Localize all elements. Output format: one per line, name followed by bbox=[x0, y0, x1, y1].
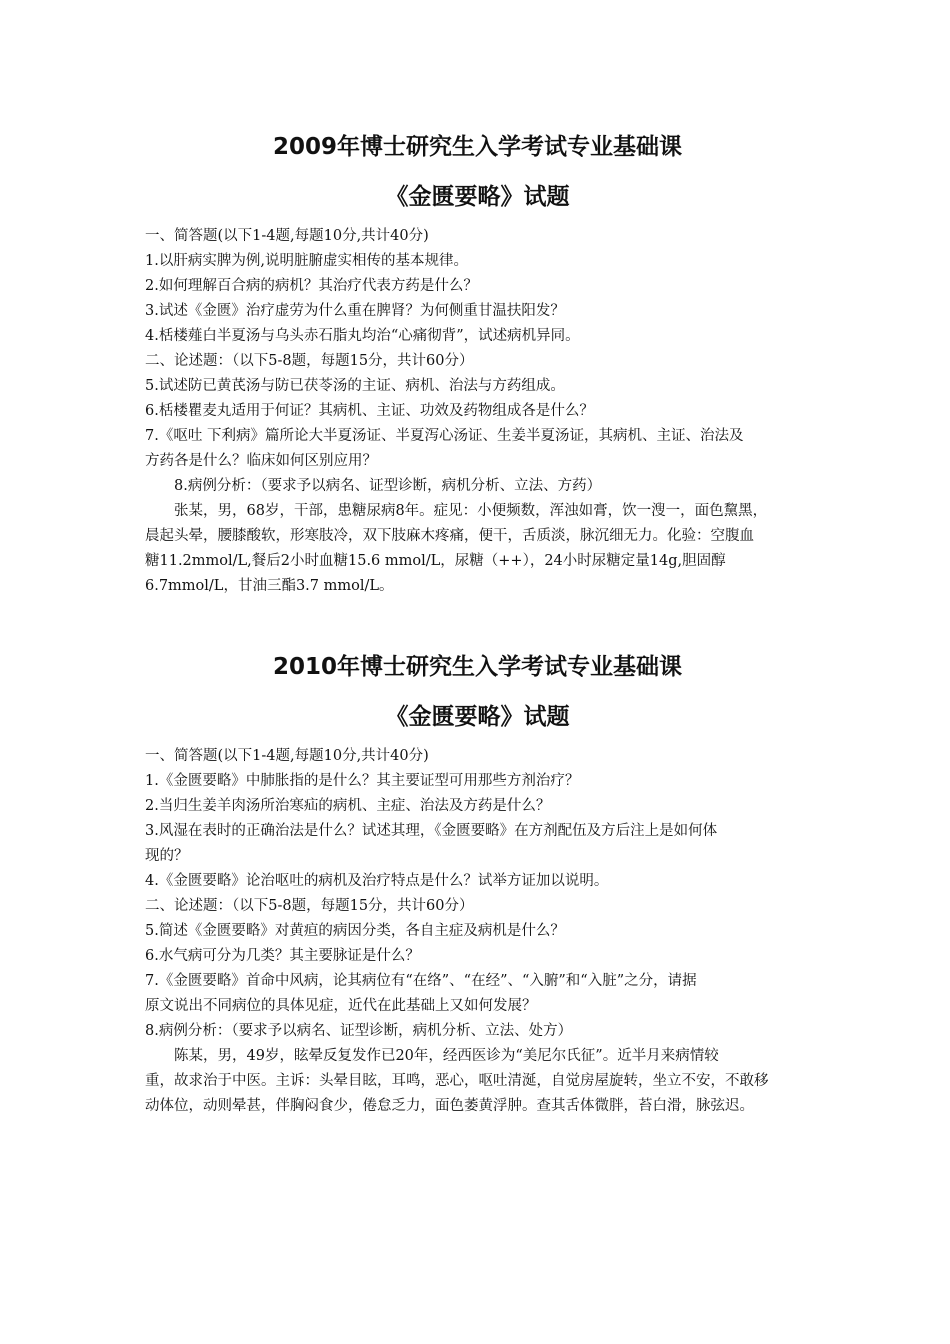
section-heading-essay: 二、论述题：（以下5-8题，每题15分，共计60分） bbox=[145, 353, 474, 369]
question-7: 7.《呕吐 下利病》篇所论大半夏汤证、半夏泻心汤证、生姜半夏汤证，其病机、主证、治法及 bbox=[145, 428, 744, 444]
case-text-line: 重，故求治于中医。主诉：头晕目眩，耳鸣，恶心，呕吐清涎，自觉房屋旋转，坐立不安，不敢移 bbox=[145, 1073, 769, 1089]
question-2: 2.如何理解百合病的病机？其治疗代表方药是什么？ bbox=[145, 278, 478, 294]
section-heading-short-answer: 一、简答题(以下1-4题,每题10分,共计40分) bbox=[145, 748, 429, 764]
exam-2010-section bbox=[145, 652, 810, 1119]
exam-2009-subtitle: 《金匮要略》试题 bbox=[385, 184, 570, 210]
question-1: 1.《金匮要略》中肺胀指的是什么？其主要证型可用那些方剂治疗？ bbox=[145, 773, 580, 789]
question-3: 3.风湿在表时的正确治法是什么？试述其理，《金匮要略》在方剂配伍及方后注上是如何体 bbox=[145, 823, 718, 839]
question-7-continued: 方药各是什么？临床如何区别应用？ bbox=[145, 453, 377, 469]
exam-2009-section bbox=[145, 132, 810, 599]
question-3: 3.试述《金匮》治疗虚劳为什么重在脾肾？为何侧重甘温扶阳发？ bbox=[145, 303, 565, 319]
question-4: 4.《金匮要略》论治呕吐的病机及治疗特点是什么？试举方证加以说明。 bbox=[145, 873, 609, 889]
case-text-line: 动体位，动则晕甚，伴胸闷食少，倦怠乏力，面色萎黄浮肿。查其舌体微胖，苔白滑，脉弦迟。 bbox=[145, 1098, 754, 1114]
question-8: 8.病例分析：（要求予以病名、证型诊断，病机分析、立法、处方） bbox=[145, 1023, 573, 1039]
question-7: 7.《金匮要略》首命中风病，论其病位有“在络”、“在经”、“入腑”和“入脏”之分，请据 bbox=[145, 973, 697, 989]
question-2: 2.当归生姜羊肉汤所治寒疝的病机、主症、治法及方药是什么？ bbox=[145, 798, 551, 814]
section-heading-short-answer: 一、简答题(以下1-4题,每题10分,共计40分) bbox=[145, 228, 429, 244]
question-5: 5.试述防已黄芪汤与防已茯苓汤的主证、病机、治法与方药组成。 bbox=[145, 378, 565, 394]
exam-2010-title: 2010年博士研究生入学考试专业基础课 bbox=[272, 654, 682, 680]
question-3-continued: 现的？ bbox=[145, 848, 189, 864]
question-5: 5.简述《金匮要略》对黄疸的病因分类，各自主症及病机是什么？ bbox=[145, 923, 565, 939]
question-4: 4.栝楼薤白半夏汤与乌头赤石脂丸均治“心痛彻背”，试述病机异同。 bbox=[145, 328, 580, 344]
exam-2009-title: 2009年博士研究生入学考试专业基础课 bbox=[272, 134, 682, 160]
section-heading-essay: 二、论述题：（以下5-8题，每题15分，共计60分） bbox=[145, 898, 474, 914]
question-6: 6.水气病可分为几类？其主要脉证是什么？ bbox=[145, 948, 420, 964]
exam-2010-subtitle: 《金匮要略》试题 bbox=[385, 704, 570, 730]
case-text-line: 陈某，男，49岁，眩晕反复发作已20年，经西医诊为“美尼尔氏征”。近半月来病情较 bbox=[174, 1048, 719, 1064]
question-7-continued: 原文说出不同病位的具体见症，近代在此基础上又如何发展？ bbox=[145, 998, 537, 1014]
case-text-line: 晨起头晕，腰膝酸软，形寒肢冷，双下肢麻木疼痛，便干，舌质淡，脉沉细无力。化验：空腹血 bbox=[145, 528, 754, 544]
case-text-line: 6.7mmol/L，甘油三酯3.7 mmol/L。 bbox=[145, 578, 394, 594]
question-8: 8.病例分析：（要求予以病名、证型诊断，病机分析、立法、方药） bbox=[174, 478, 602, 494]
question-6: 6.栝楼瞿麦丸适用于何证？其病机、主证、功效及药物组成各是什么？ bbox=[145, 403, 594, 419]
question-1: 1.以肝病实脾为例,说明脏腑虚实相传的基本规律。 bbox=[145, 253, 468, 269]
case-text-line: 糖11.2mmol/L,餐后2小时血糖15.6 mmol/L，尿糖（++），24小时尿糖定量14g,胆固醇 bbox=[145, 553, 726, 569]
case-text-line: 张某，男，68岁，干部，患糖尿病8年。症见：小便频数，浑浊如膏，饮一溲一，面色黧黑， bbox=[174, 503, 768, 519]
